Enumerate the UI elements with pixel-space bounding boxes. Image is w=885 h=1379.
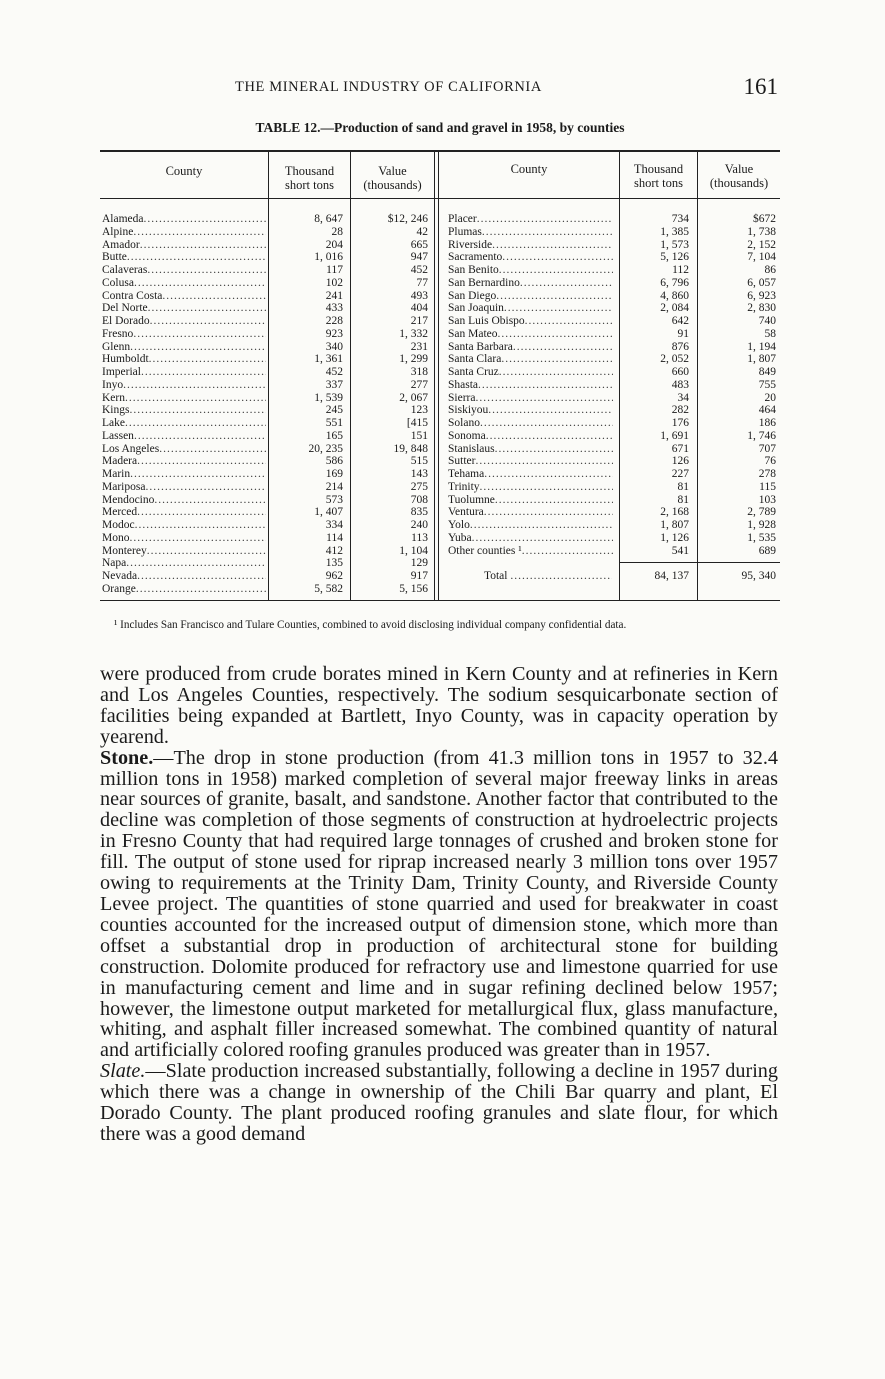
tons-cell: 1, 361 — [314, 353, 343, 366]
value-cell: 1, 332 — [399, 327, 428, 340]
tons-cell: 876 — [671, 340, 689, 353]
county-name: Placer ..... — [448, 213, 613, 226]
col-divider — [619, 152, 620, 600]
header-tons — [620, 162, 697, 190]
paragraph-slate — [100, 1061, 778, 1145]
tons-cell: 452 — [325, 366, 343, 378]
value-cell: [415 — [406, 417, 428, 429]
county-name: Nevada ..... — [102, 570, 266, 583]
county-name: Trinity ..... — [448, 481, 613, 494]
header-tons-line2: short tons — [285, 178, 334, 192]
header-value-line2: (thousands) — [709, 176, 769, 190]
value-cell: 2, 789 — [747, 506, 776, 519]
county-name: Marin ..... — [102, 468, 266, 481]
tons-cell: 962 — [325, 570, 343, 582]
value-cell: 2, 152 — [747, 238, 776, 251]
header-value — [351, 164, 434, 192]
total-label: Total ..... — [484, 570, 612, 582]
value-cell: 42 — [416, 225, 428, 238]
county-name: Calaveras ..... — [102, 264, 266, 277]
value-cell: 835 — [410, 506, 428, 519]
value-cell: 6, 923 — [747, 289, 776, 302]
value-cell: 275 — [410, 480, 428, 493]
county-name: Other counties ¹ ..... — [448, 545, 613, 558]
county-name: Shasta ..... — [448, 379, 613, 392]
col-divider — [350, 152, 351, 600]
county-name: Siskiyou ..... — [448, 404, 613, 417]
county-name: Tehama ..... — [448, 468, 613, 481]
tons-cell: 734 — [671, 213, 689, 225]
table-bottom-rule — [100, 600, 780, 601]
tons-cell: 81 — [677, 493, 689, 506]
tons-cell: 135 — [325, 557, 343, 570]
table-top-rule — [100, 150, 780, 152]
tons-cell: 176 — [671, 417, 689, 429]
header-value-line1: Value — [378, 164, 407, 178]
tons-cell: 5, 582 — [314, 582, 343, 595]
value-cell: 708 — [410, 493, 428, 506]
header-tons-line1: Thousand — [284, 164, 335, 178]
county-name: San Luis Obispo ..... — [448, 315, 613, 328]
value-cell: 77 — [416, 276, 428, 289]
stone-heading: Stone. — [100, 746, 154, 769]
tons-cell: 334 — [325, 519, 343, 531]
value-cell: 76 — [764, 455, 776, 468]
value-cell: 7, 104 — [747, 251, 776, 264]
value-cell: 947 — [410, 251, 428, 264]
tons-cell: 28 — [331, 225, 343, 238]
value-cell: 1, 194 — [747, 340, 776, 353]
tons-cell: 642 — [671, 315, 689, 327]
county-name: Mariposa ..... — [102, 481, 266, 494]
value-cell: 151 — [410, 429, 428, 442]
total-row — [439, 570, 780, 584]
county-name: San Mateo ..... — [448, 328, 613, 341]
col-divider-double — [434, 152, 435, 600]
value-cell: 129 — [410, 557, 428, 570]
value-cell: 1, 807 — [747, 353, 776, 366]
county-name: Mono ..... — [102, 532, 266, 545]
county-name: Modoc ..... — [102, 519, 266, 532]
tons-cell: 1, 573 — [660, 238, 689, 251]
tons-cell: 228 — [325, 315, 343, 327]
tons-cell: 282 — [671, 404, 689, 417]
page-number: 161 — [743, 74, 778, 99]
header-bottom-rule — [100, 198, 780, 199]
left-county-column — [102, 213, 266, 596]
header-tons — [269, 164, 350, 192]
county-name: Sutter ..... — [448, 455, 613, 468]
left-value-column — [352, 213, 428, 596]
value-cell: 318 — [410, 366, 428, 378]
col-divider — [268, 152, 269, 600]
tons-cell: 671 — [671, 442, 689, 455]
value-cell: 1, 104 — [399, 544, 428, 557]
county-name: Lake ..... — [102, 417, 266, 430]
value-cell: 240 — [410, 519, 428, 531]
county-name: Merced ..... — [102, 506, 266, 519]
value-cell: 464 — [758, 404, 776, 417]
tons-cell: 2, 052 — [660, 353, 689, 366]
value-cell: 113 — [411, 531, 428, 544]
value-cell: 6, 057 — [747, 276, 776, 289]
value-cell: 231 — [410, 340, 428, 353]
county-name: Fresno ..... — [102, 328, 266, 341]
county-name: Amador ..... — [102, 239, 266, 252]
tons-cell: 117 — [326, 264, 343, 276]
body-text — [100, 664, 778, 1145]
value-cell: 665 — [410, 238, 428, 251]
tons-cell: 34 — [677, 391, 689, 404]
county-name: Madera ..... — [102, 455, 266, 468]
stone-text: —The drop in stone production (from 41.3 million tons in 1957 to 32.4 million tons in 1958) marked completion of several major freeway links in areas near sources of granite, basalt, and sandstone. Another factor that contributed to the decline was completion of those segments of construction at hydroelectric projects in Fresno County that had required large tonnages of crushed and broken stone for fill. The output of stone used for riprap increased nearly 3 million tons over 1957 owing to requirements at the Trinity Dam, Trinity County, and Riverside County Levee project. The quantities of stone quarried and used for breakwater in coast counties accounted for the increased output of dimension stone, which more than offset a substantial drop in production of architectural stone for building construction. Dolomite produced for refractory use and limestone quarried for use in manufacturing cement and lime and in sugar refining declined below 1957; however, the limestone output marketed for metallurgical flux, glass manufacture, whiting, and asphalt filler increased somewhat. The combined quantity of natural and artificially colored roofing granules produced was greater than in 1957. — [100, 746, 778, 1062]
running-head — [100, 76, 780, 100]
tons-cell: 2, 084 — [660, 302, 689, 315]
paragraph: were produced from crude borates mined in Kern County and at refineries in Kern and Los Angeles Counties, respectively. The sodium sesquicarbonate section of facilities being expanded at Bartlett, Inyo County, was in capacity operation by yearend. — [100, 663, 778, 748]
tons-cell: 573 — [325, 493, 343, 506]
header-value — [698, 162, 780, 190]
county-name: Solano ..... — [448, 417, 613, 430]
tons-cell: 5, 126 — [660, 251, 689, 264]
tons-cell: 214 — [325, 480, 343, 493]
col-divider — [697, 152, 698, 600]
value-cell: $12, 246 — [387, 213, 428, 225]
county-name: Kern ..... — [102, 392, 266, 405]
tons-cell: 483 — [671, 378, 689, 391]
header-value-line1: Value — [724, 162, 754, 176]
county-name: Tuolumne ..... — [448, 494, 613, 507]
tons-cell: 4, 860 — [660, 289, 689, 302]
value-cell: 2, 067 — [399, 391, 428, 404]
value-cell: 103 — [758, 493, 776, 506]
tons-cell: 337 — [325, 378, 343, 391]
county-name: Inyo ..... — [102, 379, 266, 392]
value-cell: 1, 746 — [747, 429, 776, 442]
county-name: Sacramento ..... — [448, 251, 613, 264]
county-name: San Diego ..... — [448, 290, 613, 303]
tons-cell: 114 — [326, 531, 343, 544]
value-cell: 277 — [410, 378, 428, 391]
slate-heading: Slate. — [100, 1060, 146, 1083]
table-footnote — [100, 619, 780, 632]
value-cell: 849 — [758, 366, 776, 378]
county-name: Napa ..... — [102, 557, 266, 570]
value-cell: 1, 738 — [747, 225, 776, 238]
tons-cell: 2, 168 — [660, 506, 689, 519]
paragraph-stone — [100, 748, 778, 1062]
value-cell: 217 — [410, 315, 428, 327]
value-cell: 278 — [758, 468, 776, 480]
county-name: Stanislaus ..... — [448, 443, 613, 456]
tons-cell: 1, 407 — [314, 506, 343, 519]
county-name: Ventura ..... — [448, 506, 613, 519]
tons-cell: 1, 539 — [314, 391, 343, 404]
value-cell: $672 — [753, 213, 776, 225]
value-cell: 2, 830 — [747, 302, 776, 315]
county-name: El Dorado ..... — [102, 315, 266, 328]
value-cell: 515 — [410, 455, 428, 468]
county-name: Lassen ..... — [102, 430, 266, 443]
tons-cell: 8, 647 — [314, 213, 343, 225]
value-cell: 917 — [410, 570, 428, 582]
table-title: TABLE 12.—Production of sand and gravel in 1958, by counties — [255, 120, 625, 135]
value-cell: 143 — [410, 468, 428, 480]
county-name: Orange ..... — [102, 583, 266, 596]
value-cell: 20 — [764, 391, 776, 404]
county-name: Humboldt ..... — [102, 353, 266, 366]
county-name: Sonoma ..... — [448, 430, 613, 443]
value-cell: 740 — [758, 315, 776, 327]
county-name: Plumas ..... — [448, 226, 613, 239]
value-cell: 404 — [410, 302, 428, 315]
value-cell: 5, 156 — [399, 582, 428, 595]
sand-gravel-table — [100, 150, 780, 602]
county-name: San Benito ..... — [448, 264, 613, 277]
col-divider-double — [438, 152, 439, 600]
value-cell: 1, 299 — [399, 353, 428, 366]
county-name: Santa Barbara ..... — [448, 341, 613, 354]
tons-cell: 1, 691 — [660, 429, 689, 442]
value-cell: 689 — [758, 544, 776, 557]
tons-cell: 1, 016 — [314, 251, 343, 264]
county-name: Butte ..... — [102, 251, 266, 264]
county-name: Riverside ..... — [448, 239, 613, 252]
value-cell: 19, 848 — [393, 442, 428, 455]
header-county: County — [165, 164, 203, 178]
tons-cell: 586 — [325, 455, 343, 468]
header-county: County — [510, 162, 548, 176]
value-cell: 493 — [410, 289, 428, 302]
tons-cell: 91 — [677, 327, 689, 340]
tons-cell: 433 — [325, 302, 343, 315]
tons-cell: 20, 235 — [308, 442, 343, 455]
tons-cell: 81 — [677, 480, 689, 493]
county-name: Sierra ..... — [448, 392, 613, 405]
header-value-line2: (thousands) — [363, 178, 422, 192]
county-name: Alameda ..... — [102, 213, 266, 226]
value-cell: 1, 928 — [747, 519, 776, 531]
county-name: Monterey ..... — [102, 545, 266, 558]
tons-cell: 169 — [325, 468, 343, 480]
county-name: Kings ..... — [102, 404, 266, 417]
value-cell: 1, 535 — [747, 531, 776, 544]
county-name: Santa Clara ..... — [448, 353, 613, 366]
value-cell: 707 — [758, 442, 776, 455]
footnote-text: ¹ Includes San Francisco and Tulare Counties, combined to avoid disclosing individual company confidential data. — [114, 619, 627, 631]
county-name: San Bernardino ..... — [448, 277, 613, 290]
tons-cell: 660 — [671, 366, 689, 378]
county-name: Contra Costa ..... — [102, 290, 266, 303]
total-value: 95, 340 — [741, 570, 776, 582]
tons-cell: 551 — [325, 417, 343, 429]
county-name: Yolo ..... — [448, 519, 613, 532]
county-name: Alpine ..... — [102, 226, 266, 239]
total-rule — [620, 562, 780, 563]
tons-cell: 6, 796 — [660, 276, 689, 289]
county-name: Glenn ..... — [102, 341, 266, 354]
slate-text: —Slate production increased substantially, following a decline in 1957 during which there was a change in ownership of the Chili Bar quarry and plant, El Dorado County. The plant produced roofing granules and slate flour, for which there was a good demand — [100, 1060, 778, 1145]
value-cell: 186 — [758, 417, 776, 429]
header-tons-line2: short tons — [634, 176, 683, 190]
tons-cell: 340 — [325, 340, 343, 353]
tons-cell: 165 — [325, 429, 343, 442]
county-name: Imperial ..... — [102, 366, 266, 379]
county-name: Santa Cruz ..... — [448, 366, 613, 379]
county-name: Yuba ..... — [448, 532, 613, 545]
county-name: Del Norte ..... — [102, 302, 266, 315]
value-cell: 123 — [410, 404, 428, 417]
value-cell: 452 — [410, 264, 428, 276]
right-value-column — [699, 213, 776, 557]
tons-cell: 1, 807 — [660, 519, 689, 531]
county-name: Mendocino ..... — [102, 494, 266, 507]
tons-cell: 923 — [325, 327, 343, 340]
tons-cell: 1, 126 — [660, 531, 689, 544]
tons-cell: 204 — [325, 238, 343, 251]
county-name: San Joaquin ..... — [448, 302, 613, 315]
tons-cell: 541 — [671, 544, 689, 557]
value-cell: 755 — [758, 378, 776, 391]
value-cell: 115 — [759, 480, 776, 493]
right-county-column — [448, 213, 613, 557]
left-tons-column — [270, 213, 343, 596]
right-tons-column — [621, 213, 689, 557]
value-cell: 86 — [764, 264, 776, 276]
tons-cell: 227 — [671, 468, 689, 480]
county-name: Los Angeles ..... — [102, 443, 266, 456]
tons-cell: 112 — [672, 264, 689, 276]
tons-cell: 102 — [325, 276, 343, 289]
value-cell: 58 — [764, 327, 776, 340]
tons-cell: 245 — [325, 404, 343, 417]
header-tons-line1: Thousand — [633, 162, 684, 176]
tons-cell: 1, 385 — [660, 225, 689, 238]
running-head-title: THE MINERAL INDUSTRY OF CALIFORNIA — [235, 79, 542, 95]
tons-cell: 412 — [325, 544, 343, 557]
tons-cell: 126 — [671, 455, 689, 468]
total-tons: 84, 137 — [654, 570, 689, 582]
county-name: Colusa ..... — [102, 277, 266, 290]
tons-cell: 241 — [325, 289, 343, 302]
